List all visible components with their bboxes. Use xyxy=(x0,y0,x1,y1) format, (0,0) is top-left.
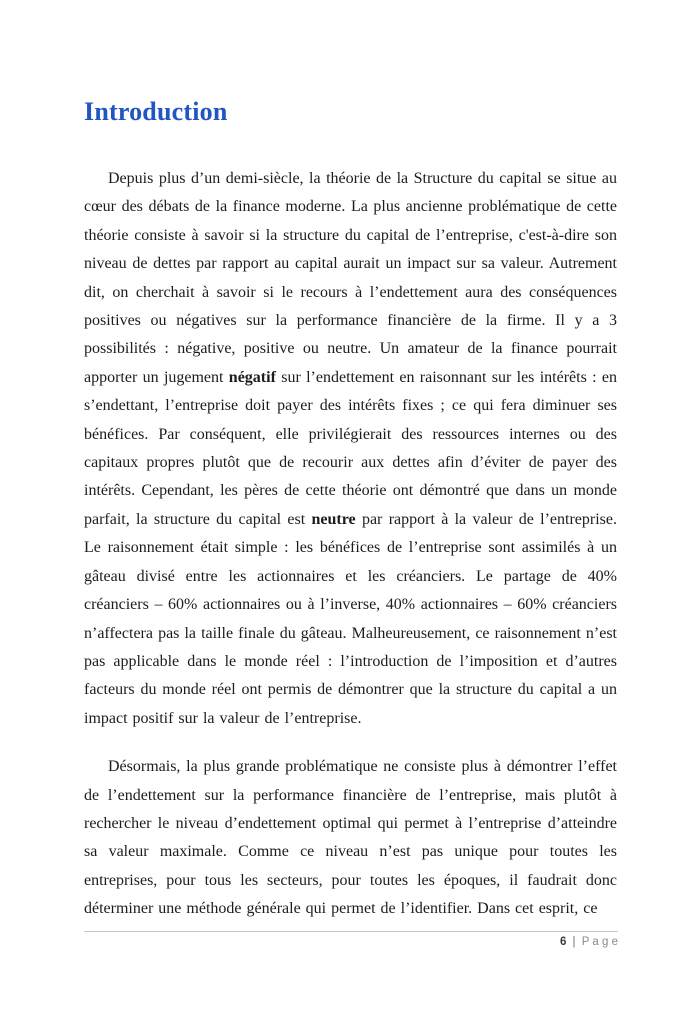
page-footer xyxy=(84,931,618,948)
paragraph-1 xyxy=(84,165,617,733)
paragraph-2 xyxy=(84,753,617,923)
text-run: Depuis plus d’un demi-siècle, la théorie de la Structure du capital se situe au cœur des débats de la finance moderne. La plus ancienne problématique de cette théorie consiste à savoir si la structure du capital de l’entreprise, c'est-à-dire son niveau de dettes par rapport au capital aurait un impact sur sa valeur. Autrement dit, on cherchait à savoir si le recours à l’endettement aura des conséquences positives ou négatives sur la performance financière de la firme. Il y a 3 possibilités : négative, positive ou neutre. Un amateur de la finance pourrait apporter un jugement xyxy=(84,170,617,386)
footer-separator: | xyxy=(572,936,576,948)
page-number: 6 xyxy=(559,936,567,948)
bold-text-run: neutre xyxy=(311,510,356,528)
page-content xyxy=(84,0,617,924)
text-run: Désormais, la plus grande problématique ne consiste plus à démontrer l’effet de l’endettement sur la performance financière de l’entreprise, mais plutôt à rechercher le niveau d’endettement optimal qui permet à l’entreprise d’atteindre sa valeur maximale. Comme ce niveau n’est pas unique pour toutes les entreprises, pour tous les secteurs, pour toutes les époques, il faudrait donc déterminer une méthode générale qui permet de l’identifier. Dans cet esprit, ce xyxy=(84,758,617,918)
page-label: P a g e xyxy=(581,936,618,948)
text-run: sur l’endettement en raisonnant sur les intérêts : en s’endettant, l’entreprise doit payer des intérêts fixes ; ce qui fera diminuer ses bénéfices. Par conséquent, elle privilégierait des ressources internes ou des capitaux propres plutôt que de recourir aux dettes afin d’éviter de payer des intérêts. Cependant, les pères de cette théorie ont démontré que dans un monde parfait, la structure du capital est xyxy=(84,368,617,528)
text-run: par rapport à la valeur de l’entreprise. Le raisonnement était simple : les bénéfices de l’entreprise sont assimilés à un gâteau divisé entre les actionnaires et les créanciers. Le partage de 40% créanciers – 60% actionnaires ou à l’inverse, 40% actionnaires – 60% créanciers n’affectera pas la taille finale du gâteau. Malheureusement, ce raisonnement n’est pas applicable dans le monde réel : l’introduction de l’imposition et d’autres facteurs du monde réel ont permis de démontrer que la structure du capital a un impact positif sur la valeur de l’entreprise. xyxy=(84,510,617,727)
footer-text xyxy=(84,936,618,948)
bold-text-run: négatif xyxy=(228,368,276,386)
footer-divider xyxy=(84,931,618,932)
section-heading: Introduction xyxy=(84,97,228,126)
